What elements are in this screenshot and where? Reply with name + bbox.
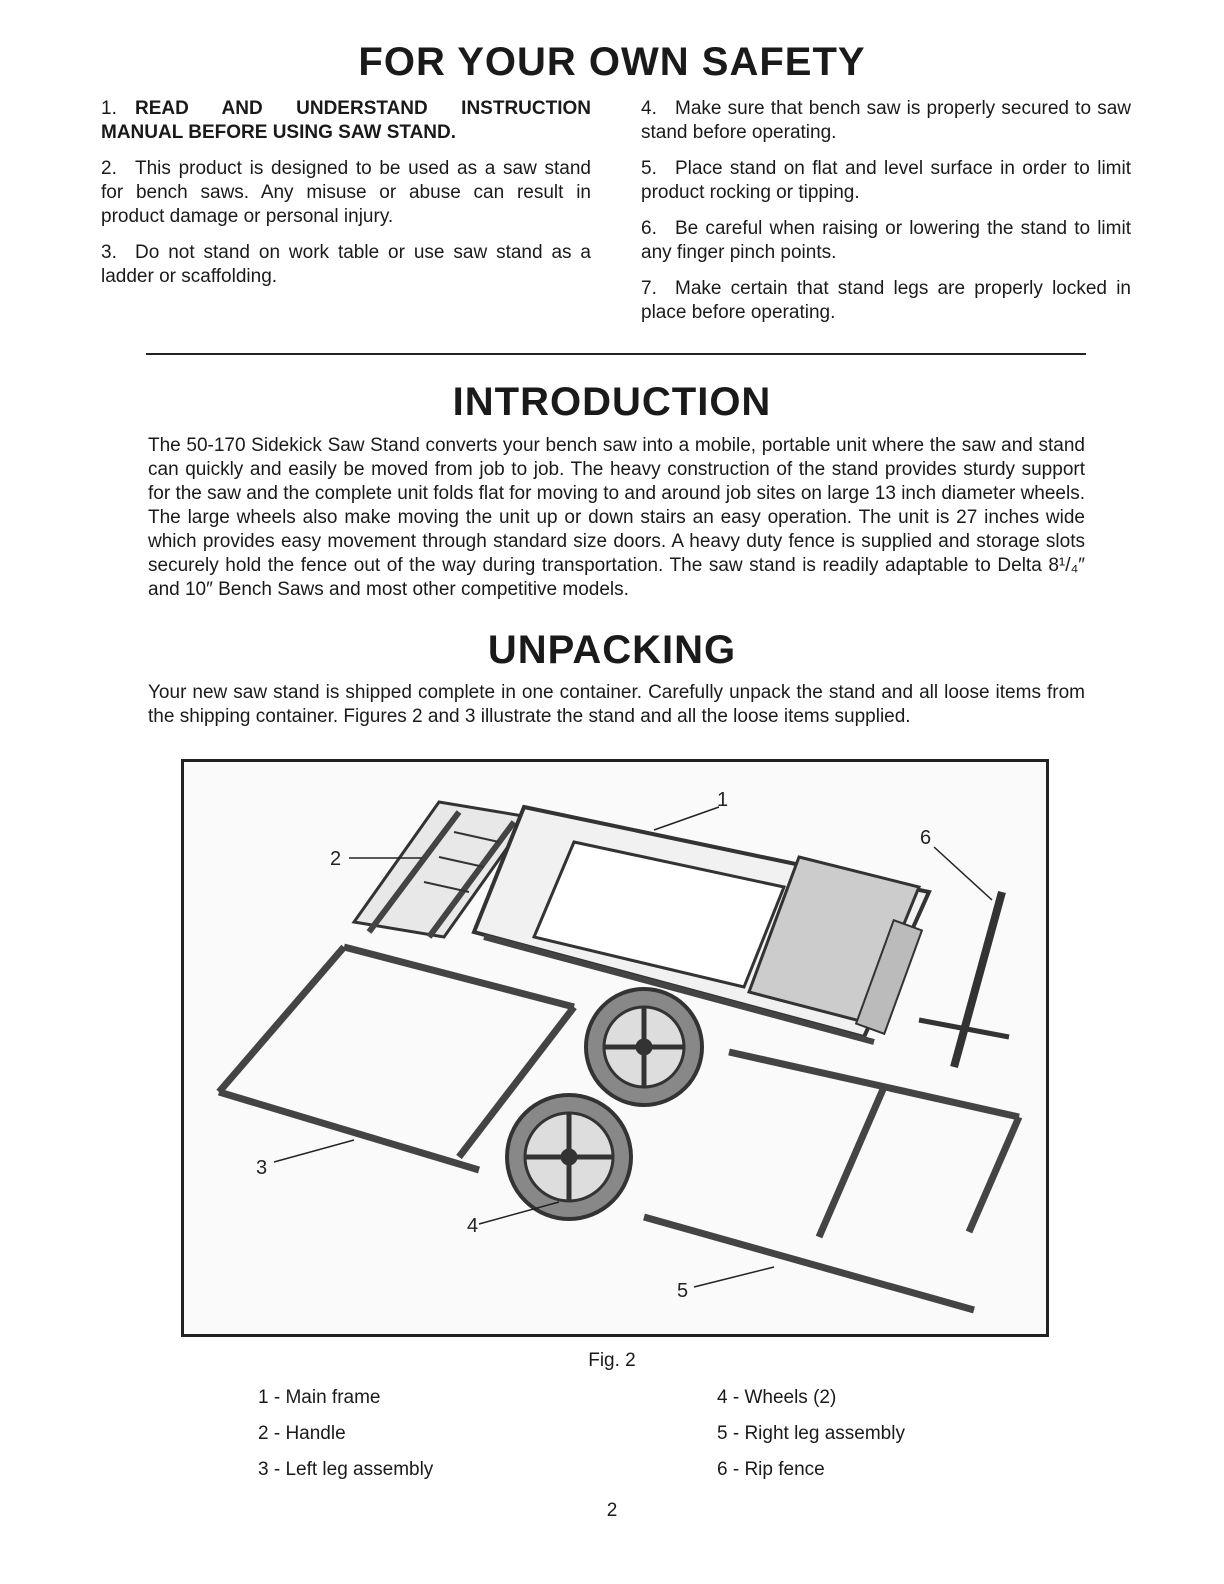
section-divider bbox=[146, 353, 1086, 355]
wheels-part bbox=[507, 989, 702, 1219]
figure-2-illustration bbox=[181, 759, 1049, 1337]
safety-item-6 bbox=[641, 217, 1131, 265]
safety-item-5-text: Place stand on flat and level surface in order to limit product rocking or tipping. bbox=[641, 158, 1131, 203]
rip-fence-part bbox=[919, 892, 1009, 1067]
callout-5: 5 bbox=[677, 1280, 689, 1302]
safety-heading: FOR YOUR OWN SAFETY bbox=[358, 40, 866, 84]
introduction-body: The 50-170 Sidekick Saw Stand converts your bench saw into a mobile, portable unit where the saw and stand can quickly and easily be moved from job to job. The heavy construction of the stand provides sturdy support for the saw and the complete unit folds flat for moving to and around job sites on large 13 inch diameter wheels. The large wheels also make moving the unit up or down stairs an easy operation. The unit is 27 inches wide which provides easy movement through standard size doors. A heavy duty fence is supplied and storage slots securely hold the fence out of the way during transportation. The saw stand is readily adaptable to Delta 8¹/₄″ and 10″ Bench Saws and most other competitive models. bbox=[148, 435, 1085, 600]
safety-item-3-num: 3. bbox=[101, 242, 117, 263]
safety-item-7-text: Make certain that stand legs are properly locked in place before operating. bbox=[641, 278, 1131, 323]
safety-item-1-num: 1. bbox=[101, 98, 117, 119]
safety-item-2 bbox=[101, 157, 591, 229]
unpacking-body: Your new saw stand is shipped complete in one container. Carefully unpack the stand and all loose items from the shipping container. Figures 2 and 3 illustrate the stand and all the loose items supplied. bbox=[148, 682, 1085, 727]
legend-item-left-leg: 3 - Left leg assembly bbox=[258, 1459, 434, 1480]
unpacking-heading: UNPACKING bbox=[487, 628, 737, 672]
safety-item-5-num: 5. bbox=[641, 158, 657, 179]
safety-item-7 bbox=[641, 277, 1131, 325]
main-frame-part bbox=[474, 807, 932, 1042]
safety-item-1-text: READ AND UNDERSTAND INSTRUCTION MANUAL BEFORE USING SAW STAND. bbox=[101, 98, 591, 143]
page-number: 2 bbox=[606, 1500, 618, 1521]
legend-item-main-frame: 1 - Main frame bbox=[258, 1387, 381, 1408]
safety-item-1 bbox=[101, 97, 591, 145]
safety-item-4-num: 4. bbox=[641, 98, 657, 119]
callout-2: 2 bbox=[330, 848, 342, 870]
legend-item-right-leg: 5 - Right leg assembly bbox=[717, 1423, 905, 1444]
safety-item-7-num: 7. bbox=[641, 278, 657, 299]
safety-left-column bbox=[101, 97, 591, 301]
safety-item-5 bbox=[641, 157, 1131, 205]
callout-1: 1 bbox=[717, 789, 729, 811]
safety-right-column bbox=[641, 97, 1131, 337]
callout-4: 4 bbox=[467, 1215, 479, 1237]
safety-item-6-num: 6. bbox=[641, 218, 657, 239]
safety-item-2-num: 2. bbox=[101, 158, 117, 179]
figure-caption: Fig. 2 bbox=[588, 1350, 636, 1371]
safety-item-3 bbox=[101, 241, 591, 289]
saw-stand-parts-drawing bbox=[184, 762, 1046, 1334]
legend-item-handle: 2 - Handle bbox=[258, 1423, 346, 1444]
safety-item-6-text: Be careful when raising or lowering the stand to limit any finger pinch points. bbox=[641, 218, 1131, 263]
safety-item-4-text: Make sure that bench saw is properly secured to saw stand before operating. bbox=[641, 98, 1131, 143]
introduction-heading: INTRODUCTION bbox=[452, 380, 772, 424]
safety-item-4 bbox=[641, 97, 1131, 145]
callout-3: 3 bbox=[256, 1157, 268, 1179]
legend-item-wheels: 4 - Wheels (2) bbox=[717, 1387, 837, 1408]
legend-left bbox=[258, 1380, 433, 1488]
safety-item-2-text: This product is designed to be used as a saw stand for bench saws. Any misuse or abuse can result in product damage or personal injury. bbox=[101, 158, 591, 227]
legend-item-rip-fence: 6 - Rip fence bbox=[717, 1459, 825, 1480]
legend-right bbox=[717, 1380, 905, 1488]
safety-item-3-text: Do not stand on work table or use saw stand as a ladder or scaffolding. bbox=[101, 242, 591, 287]
right-leg-assembly-part bbox=[644, 1052, 1019, 1310]
callout-6: 6 bbox=[920, 827, 932, 849]
